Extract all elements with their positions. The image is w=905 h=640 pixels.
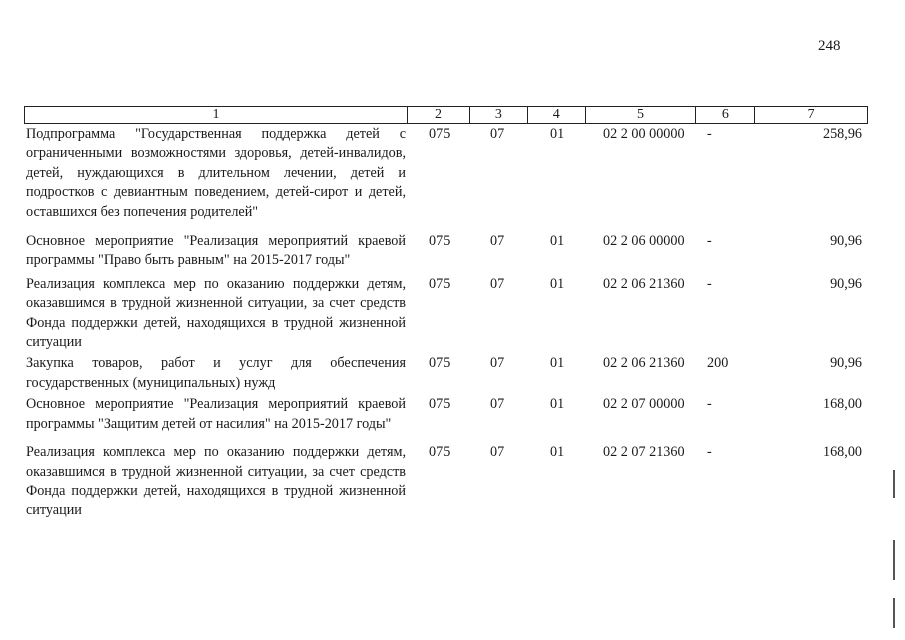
row-ved-code: 075 (429, 396, 451, 413)
row-amount: 168,00 (822, 444, 862, 461)
row-expense-type: - (707, 396, 712, 413)
header-col-3: 3 (470, 107, 528, 123)
row-section-code: 07 (490, 355, 505, 372)
table-row (24, 353, 868, 393)
row-description: Подпрограмма "Государственная поддержка детей с ограниченными возможностями здоровья, детей-инвалидов, детей, нуждающихся в длительном лечении, детей и подростков с девиантным поведением, детей-сирот и детей, оставшихся без попечения родителей" (26, 126, 406, 220)
row-expense-type: 200 (707, 355, 729, 372)
row-description: Основное мероприятие "Реализация мероприятий краевой программы "Защитим детей от насилия" на 2015-2017 годы" (26, 396, 406, 432)
header-col-6: 6 (696, 107, 755, 123)
row-amount: 90,96 (830, 275, 862, 292)
row-subsection-code: 01 (550, 444, 565, 461)
scan-edge-mark (893, 598, 895, 628)
row-subsection-code: 01 (550, 233, 565, 250)
table-row (24, 274, 868, 353)
header-col-2: 2 (408, 107, 470, 123)
row-amount: 90,96 (830, 355, 862, 372)
row-amount: 258,96 (822, 126, 862, 142)
row-expense-type: - (707, 275, 712, 292)
header-col-5: 5 (586, 107, 697, 123)
header-col-7: 7 (807, 107, 815, 122)
table-row (24, 231, 868, 271)
row-subsection-code: 01 (550, 396, 565, 413)
row-target-code: 02 2 06 21360 (603, 275, 685, 292)
row-amount: 168,00 (822, 396, 862, 413)
row-description: Основное мероприятие "Реализация мероприятий краевой программы "Право быть равным" на 2015-2017 годы" (26, 233, 406, 269)
row-ved-code: 075 (429, 126, 451, 142)
table-row (24, 442, 868, 521)
row-section-code: 07 (490, 233, 505, 250)
row-subsection-code: 01 (550, 275, 565, 292)
table-body (24, 124, 868, 521)
row-section-code: 07 (490, 444, 505, 461)
row-amount: 90,96 (830, 233, 862, 250)
scan-edge-mark (893, 470, 895, 498)
scan-edge-mark (893, 540, 895, 580)
row-description: Реализация комплекса мер по оказанию поддержки детям, оказавшимся в трудной жизненной ситуации, за счет средств Фонда поддержки детей, находящихся в трудной жизненной ситуации (26, 275, 406, 351)
row-target-code: 02 2 07 21360 (603, 444, 685, 461)
row-target-code: 02 2 07 00000 (603, 396, 685, 413)
row-section-code: 07 (490, 396, 505, 413)
row-description: Реализация комплекса мер по оказанию поддержки детям, оказавшимся в трудной жизненной ситуации, за счет средств Фонда поддержки детей, находящихся в трудной жизненной ситуации (26, 444, 406, 519)
row-target-code: 02 2 00 00000 (603, 126, 685, 142)
table-row (24, 124, 868, 222)
row-expense-type: - (707, 444, 712, 461)
row-ved-code: 075 (429, 444, 451, 461)
row-expense-type: - (707, 126, 712, 142)
row-subsection-code: 01 (550, 355, 565, 372)
row-section-code: 07 (490, 126, 505, 142)
row-description: Закупка товаров, работ и услуг для обеспечения государственных (муниципальных) нужд (26, 355, 406, 391)
table-row (24, 394, 868, 434)
header-col-1: 1 (25, 107, 408, 123)
row-target-code: 02 2 06 00000 (603, 233, 685, 250)
row-target-code: 02 2 06 21360 (603, 355, 685, 372)
row-ved-code: 075 (429, 233, 451, 250)
row-ved-code: 075 (429, 275, 451, 292)
row-section-code: 07 (490, 275, 505, 292)
header-col-4: 4 (528, 107, 586, 123)
table-header (24, 106, 868, 124)
row-expense-type: - (707, 233, 712, 250)
row-subsection-code: 01 (550, 126, 565, 142)
page-number: 248 (818, 38, 841, 54)
row-ved-code: 075 (429, 355, 451, 372)
